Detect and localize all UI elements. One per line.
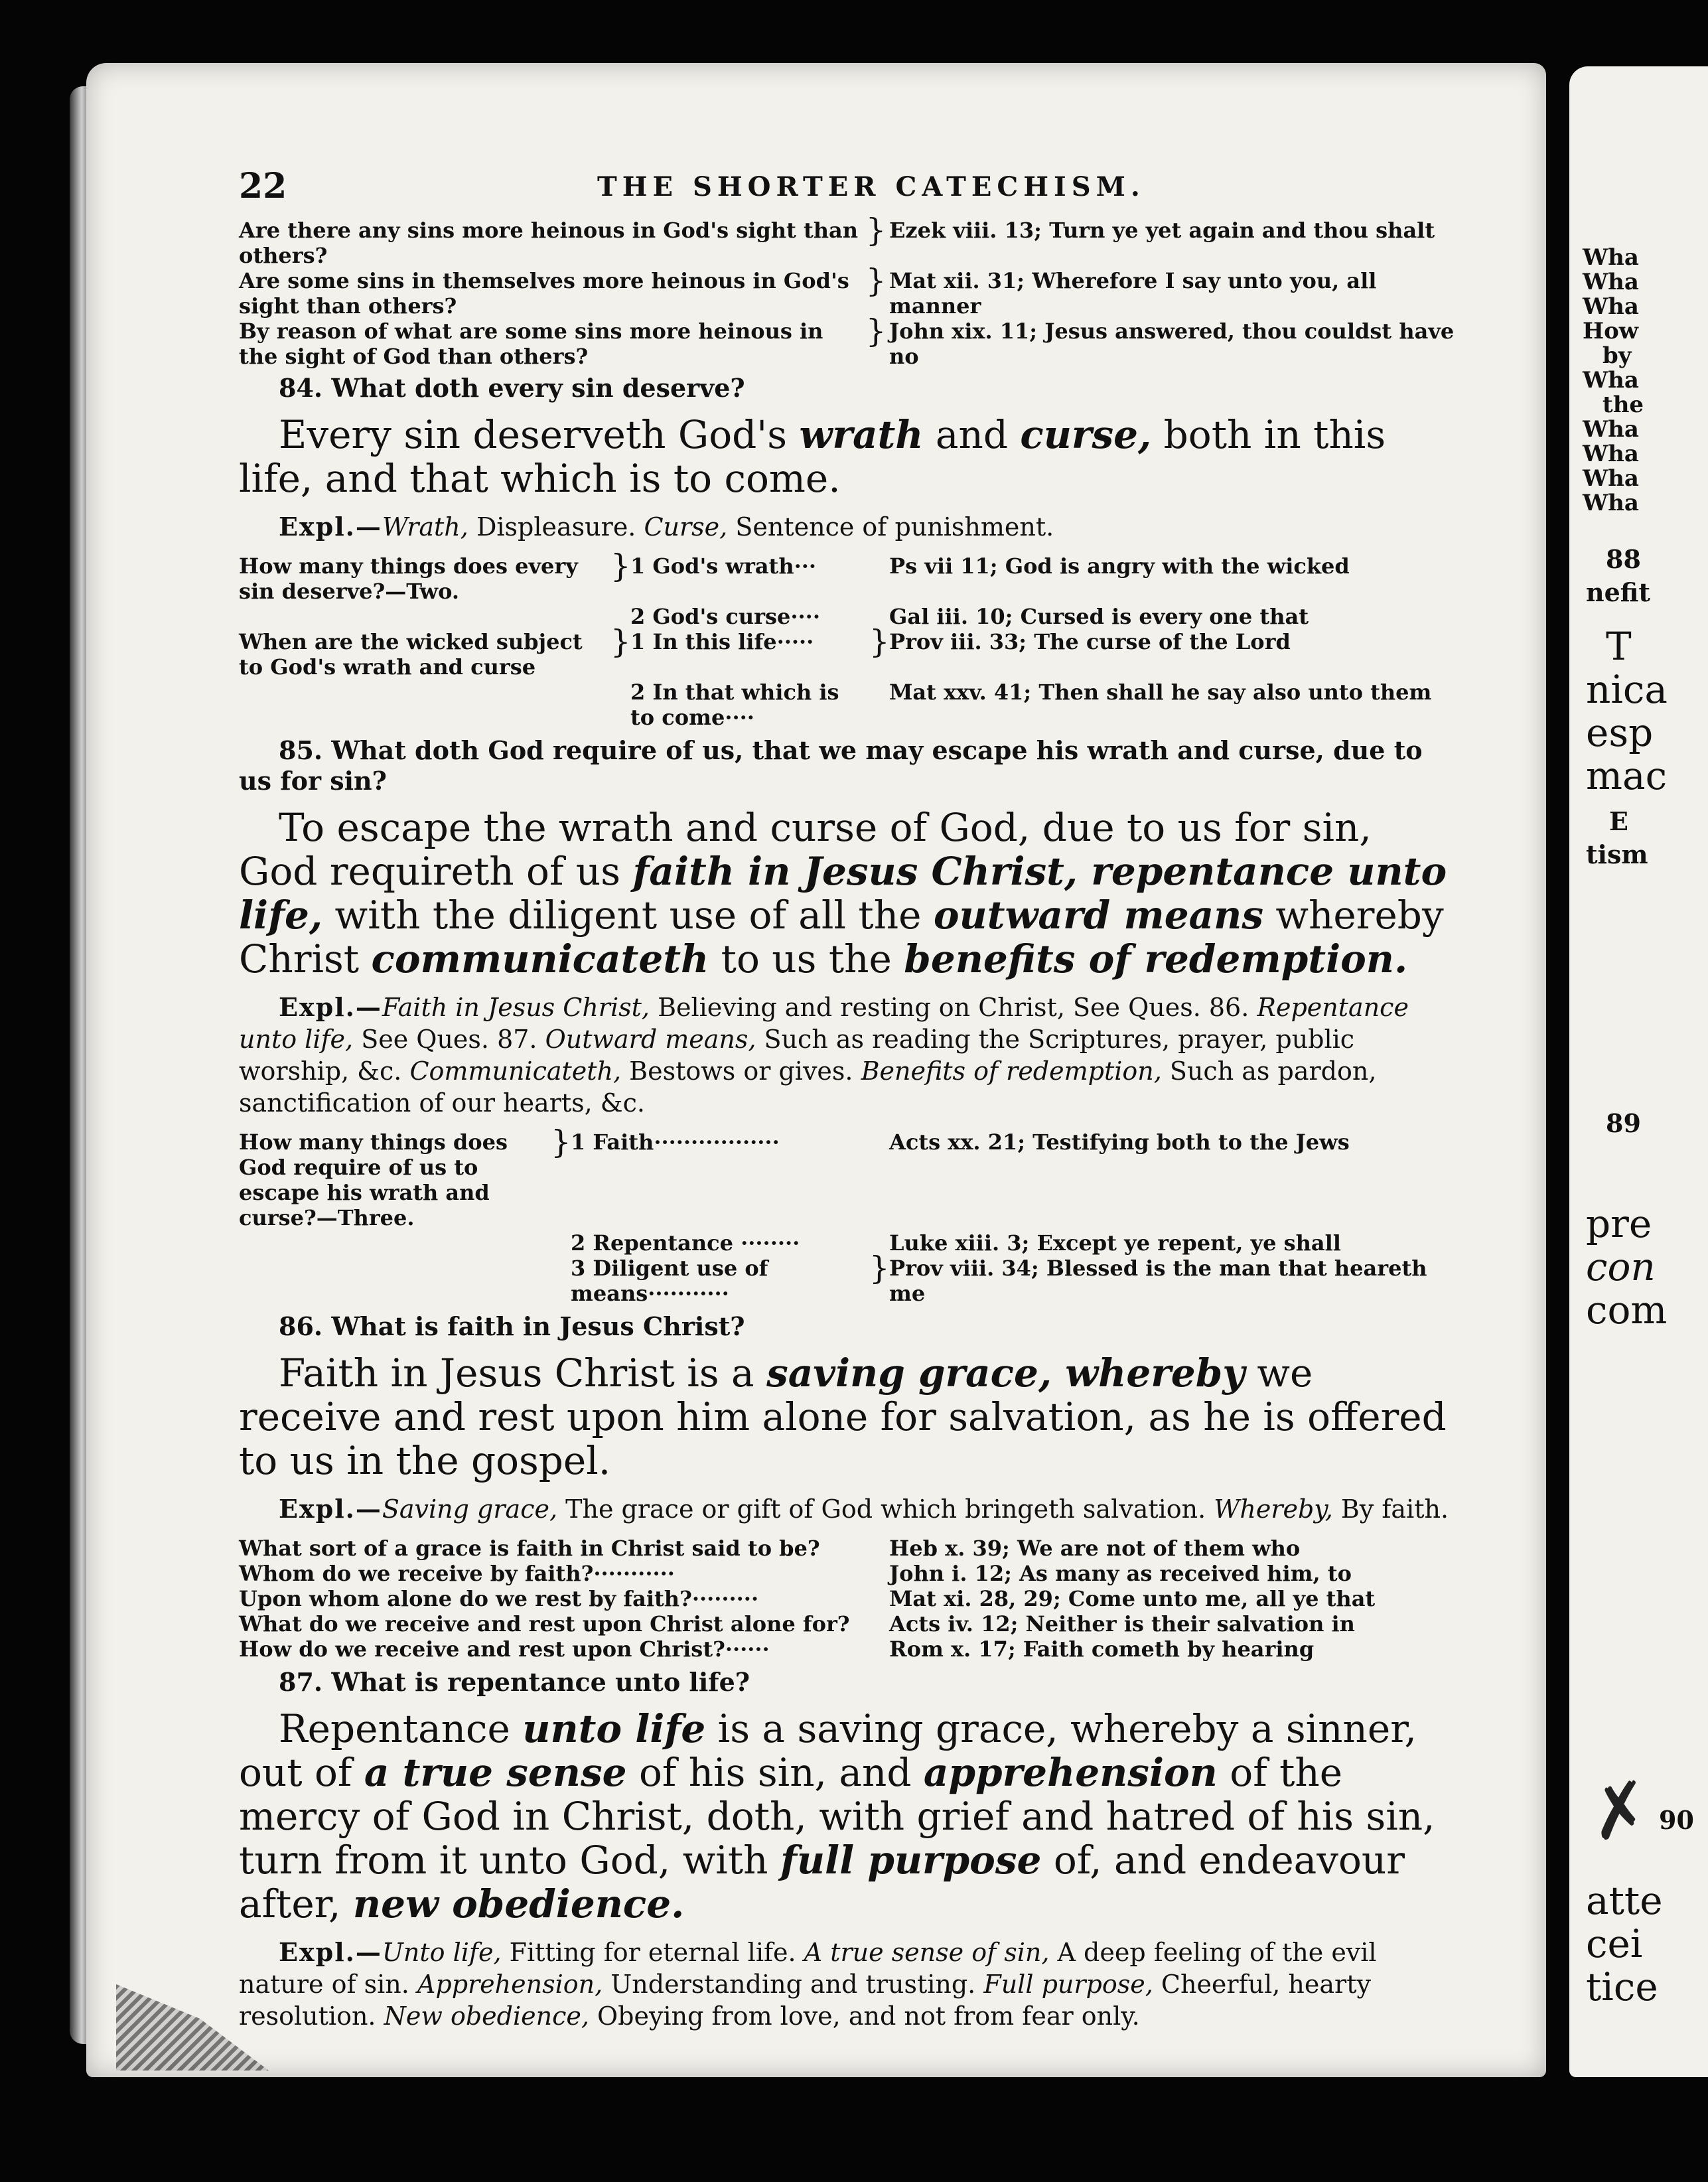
right-page-fragments-top	[1583, 246, 1708, 516]
brace-icon	[869, 1129, 889, 1230]
sub-question: Are there any sins more heinous in God's sight than others?	[239, 218, 858, 268]
brace-icon	[610, 680, 630, 730]
scripture-proof: Prov viii. 34; Blessed is the man that heareth me	[889, 1256, 1427, 1306]
table-row	[239, 1611, 1460, 1637]
table-row	[239, 604, 1460, 629]
scripture-proof: John xix. 11; Jesus answered, thou couldst have no	[889, 319, 1455, 369]
fragment: tice	[1586, 1964, 1658, 2009]
sub-question: How many things does God require of us to escape his wrath and curse?—Three.	[239, 1129, 508, 1230]
sub-answer: 2 In that which is to come····	[630, 680, 839, 730]
scripture-proof: Heb x. 39; We are not of them who	[889, 1536, 1301, 1561]
brace-icon: }	[610, 623, 631, 660]
sub-question: Whom do we receive by faith?···········	[239, 1561, 675, 1586]
scripture-proof: Acts iv. 12; Neither is their salvation in	[889, 1611, 1355, 1637]
fragment: Wha	[1583, 490, 1639, 516]
question-87: 87. What is repentance unto life?	[279, 1667, 750, 1697]
brace-icon	[551, 1256, 571, 1306]
scripture-proof: Ps vii 11; God is angry with the wicked	[889, 553, 1350, 579]
fragment: nefit	[1586, 577, 1650, 607]
scripture-proof: Ezek viii. 13; Turn ye yet again and thou shalt	[889, 218, 1435, 243]
scripture-proof: Mat xxv. 41; Then shall he say also unto them	[889, 680, 1432, 705]
fragment: T	[1606, 624, 1632, 669]
scripture-proof: Acts xx. 21; Testifying both to the Jews	[889, 1129, 1350, 1155]
table-row	[239, 218, 1460, 268]
question-85: 85. What doth God require of us, that we may escape his wrath and curse, due to us for sin?	[239, 735, 1423, 796]
sub-question	[239, 1230, 551, 1256]
fragment: Wha	[1583, 441, 1639, 467]
fragment: con	[1586, 1244, 1656, 1289]
scripture-proof: Rom x. 17; Faith cometh by hearing	[889, 1637, 1315, 1662]
fragment: E	[1609, 806, 1628, 836]
fragment: 90	[1659, 1805, 1694, 1835]
explanation-85: Expl.—Faith in Jesus Christ, Believing and resting on Christ, See Ques. 86. Repentance unto life, See Ques. 87. Outward means, Such as reading the Scriptures, prayer, public worship, &c. Communicateth, Bestows or gives. Benefits of redemption, Such as pardon, sanctification of our hearts, &c.	[239, 992, 1409, 1118]
page-content	[239, 166, 1460, 2043]
explanation-87: Expl.—Unto life, Fitting for eternal life. A true sense of sin, A deep feeling of the evil nature of sin. Apprehension, Understanding and trusting. Full purpose, Cheerful, hearty resolution. New obedience, Obeying from love, and not from fear only.	[239, 1937, 1377, 2031]
scripture-proof: Prov iii. 33; The curse of the Lord	[889, 629, 1291, 654]
answer-86: Faith in Jesus Christ is a saving grace, whereby we receive and rest upon him alone for salvation, as he is offered to us in the gospel.	[239, 1350, 1447, 1483]
fragment: Wha	[1583, 367, 1639, 394]
explanation-84: Expl.—Wrath, Displeasure. Curse, Sentence of punishment.	[279, 512, 1054, 542]
pencil-x-mark-icon: ✗	[1582, 1763, 1658, 1859]
answer-84: Every sin deserveth God's wrath and curse, both in this life, and that which is to come.	[239, 412, 1386, 501]
scripture-proof: Luke xiii. 3; Except ye repent, ye shall	[889, 1230, 1341, 1256]
fragment: atte	[1586, 1878, 1663, 1923]
sub-answer: 1 God's wrath···	[630, 553, 817, 579]
table-row	[239, 629, 1460, 680]
fragment: 89	[1606, 1108, 1641, 1138]
table-row	[239, 1256, 1460, 1306]
fragment: Wha	[1583, 465, 1639, 492]
table-row	[239, 268, 1460, 319]
sub-question	[239, 680, 610, 730]
fragment: nica	[1586, 667, 1668, 712]
brace-icon: }	[869, 1250, 890, 1287]
explanation-86: Expl.—Saving grace, The grace or gift of God which bringeth salvation. Whereby, By faith.	[279, 1494, 1449, 1524]
page-header	[239, 166, 1460, 212]
sub-answer: 2 Repentance ········	[571, 1230, 800, 1256]
running-title: THE SHORTER CATECHISM.	[597, 171, 1145, 202]
sub-answer: 2 God's curse····	[630, 604, 820, 629]
fragment: Wha	[1583, 269, 1639, 295]
scripture-proof: Mat xii. 31; Wherefore I say unto you, all manner	[889, 268, 1377, 319]
fragment: Wha	[1583, 416, 1639, 443]
brace-icon: }	[865, 212, 887, 249]
table-row	[239, 553, 1460, 604]
sub-question: Are some sins in themselves more heinous in God's sight than others?	[239, 268, 849, 319]
brace-icon: }	[865, 313, 887, 350]
table-row	[239, 1129, 1460, 1230]
table-row	[239, 1561, 1460, 1586]
brace-icon: }	[865, 262, 887, 299]
fragment: mac	[1586, 753, 1668, 798]
sub-question: What sort of a grace is faith in Christ said to be?	[239, 1536, 820, 1561]
table-row	[239, 1586, 1460, 1611]
fragment: by	[1602, 342, 1632, 369]
fragment: pre	[1586, 1201, 1652, 1246]
proof-table-85	[239, 1124, 1460, 1306]
table-row	[239, 680, 1460, 730]
fragment: How	[1583, 318, 1639, 344]
sub-answer: 1 Faith·················	[571, 1129, 780, 1155]
fragment: tism	[1586, 839, 1648, 869]
scripture-proof: Mat xi. 28, 29; Come unto me, all ye that	[889, 1586, 1376, 1611]
sub-question	[239, 1256, 551, 1306]
brace-icon: }	[610, 547, 631, 585]
sub-question: When are the wicked subject to God's wrath and curse	[239, 629, 583, 680]
answer-87: Repentance unto life is a saving grace, whereby a sinner, out of a true sense of his sin, and apprehension of the mercy of God in Christ, doth, with grief and hatred of his sin, turn from it unto God, with full purpose of, and endeavour after, new obedience.	[239, 1706, 1435, 1927]
sub-question: How many things does every sin deserve?—Two.	[239, 553, 578, 604]
fragment: cei	[1586, 1921, 1643, 1966]
fragment: Wha	[1583, 293, 1639, 320]
sub-answer: 3 Diligent use of means···········	[571, 1256, 768, 1306]
sub-question	[239, 604, 610, 629]
table-row	[239, 1637, 1460, 1662]
page-number: 22	[239, 166, 287, 206]
brace-icon: }	[551, 1124, 571, 1161]
brace-icon: }	[869, 623, 890, 660]
sub-question: Upon whom alone do we rest by faith?·········	[239, 1586, 759, 1611]
fragment: Wha	[1583, 244, 1639, 271]
table-row	[239, 1536, 1460, 1561]
sub-question: How do we receive and rest upon Christ?······	[239, 1637, 770, 1662]
table-row	[239, 1230, 1460, 1256]
fragment: 88	[1606, 544, 1641, 574]
sub-answer: 1 In this life·····	[630, 629, 814, 654]
proof-table-86	[239, 1536, 1460, 1662]
question-84: 84. What doth every sin deserve?	[279, 373, 745, 403]
sub-question: By reason of what are some sins more heinous in the sight of God than others?	[239, 319, 823, 369]
brace-icon	[869, 553, 889, 604]
brace-icon	[551, 1230, 571, 1256]
proof-table-84	[239, 547, 1460, 730]
table-row	[239, 319, 1460, 369]
sub-question: What do we receive and rest upon Christ alone for?	[239, 1611, 850, 1637]
scripture-proof: John i. 12; As many as received him, to	[889, 1561, 1352, 1586]
question-86: 86. What is faith in Jesus Christ?	[279, 1311, 745, 1341]
answer-85: To escape the wrath and curse of God, due to us for sin, God requireth of us faith in Jesus Christ, repentance unto life, with the diligent use of all the outward means whereby Christ communicateth to us the benefits of redemption.	[239, 805, 1447, 982]
fragment: com	[1586, 1287, 1668, 1333]
proof-table-sins	[239, 212, 1460, 369]
fragment: esp	[1586, 710, 1654, 755]
brace-icon	[869, 680, 889, 730]
scripture-proof: Gal iii. 10; Cursed is every one that	[889, 604, 1309, 629]
fragment: the	[1602, 392, 1644, 418]
